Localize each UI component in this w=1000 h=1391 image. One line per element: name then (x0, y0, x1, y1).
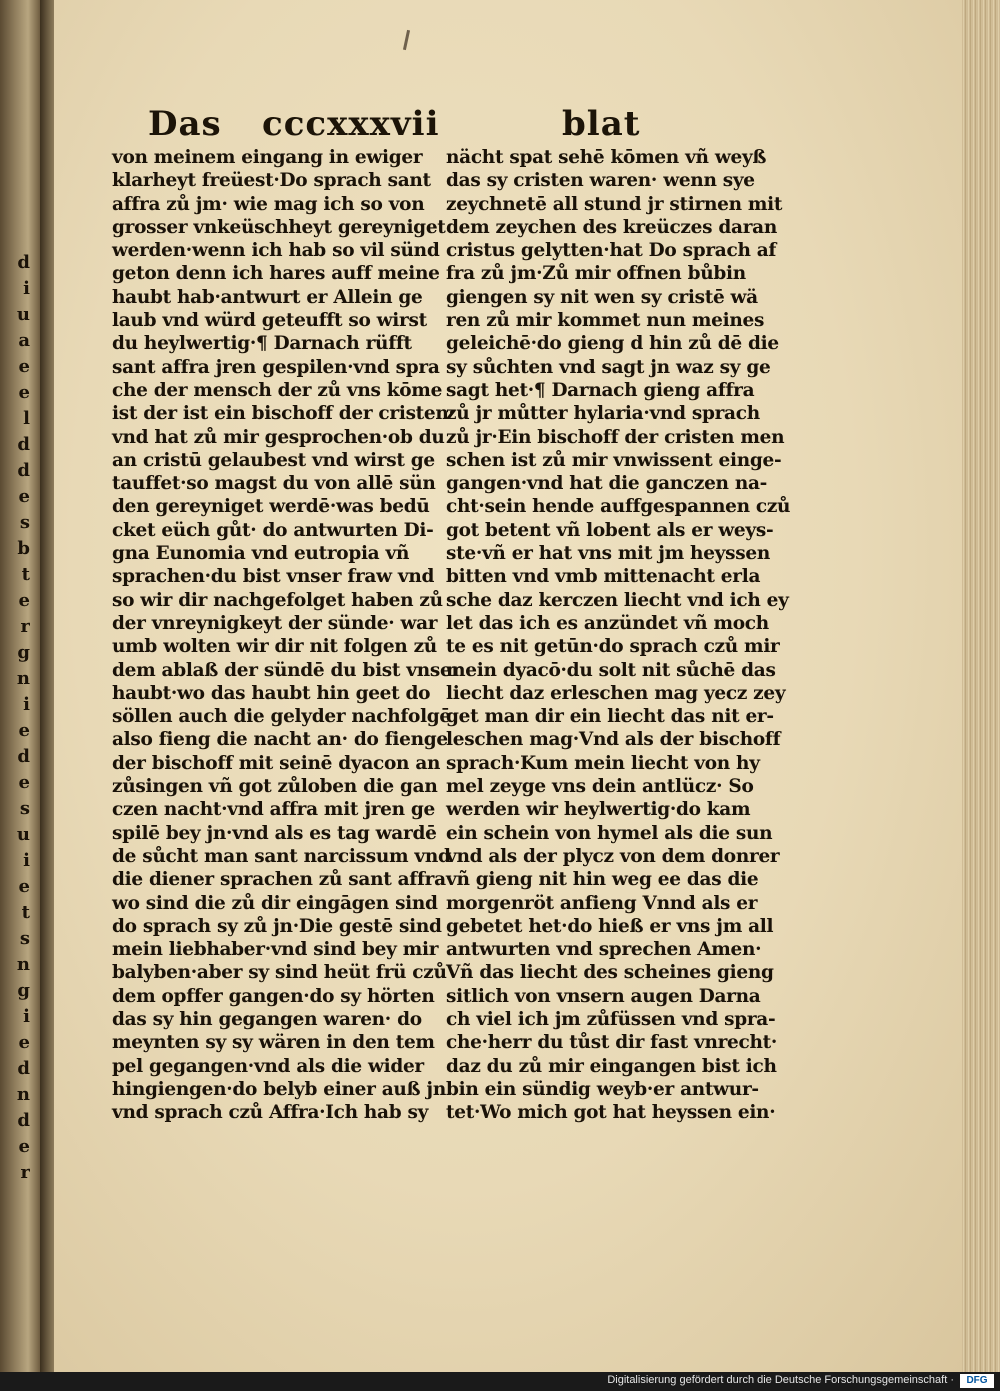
margin-fragment: l (23, 408, 30, 429)
margin-fragment: d (17, 746, 30, 767)
text-line: let das ich es anzündet vñ moch (446, 612, 769, 634)
text-line: das sy hin gegangen waren· do (112, 1008, 422, 1030)
margin-fragment: d (17, 460, 30, 481)
text-line: cristus gelytten·hat Do sprach af (446, 240, 777, 262)
margin-fragment: u (16, 824, 30, 845)
text-line: daz du zů mir eingangen bist ich (446, 1055, 777, 1077)
funding-credit: Digitalisierung gefördert durch die Deutsche Forschungsgemeinschaft · (607, 1374, 954, 1386)
text-line: antwurten vnd sprechen Amen· (446, 939, 762, 961)
text-line: ren zů mir kommet nun meines (446, 310, 765, 332)
text-line: der vnreynigkeyt der sünde· war (112, 612, 438, 634)
text-line: tauffet·so magst du von allē sün (112, 473, 436, 495)
text-line: zů jr·Ein bischoff der cristen men (446, 426, 785, 448)
page-stack-edge (962, 0, 1000, 1372)
left-text-column (112, 146, 461, 1124)
margin-fragment: i (23, 850, 30, 871)
text-line: mein liebhaber·vnd sind bey mir (112, 939, 439, 961)
text-line: mel zeyge vns dein antlücz· So (446, 776, 754, 798)
text-line: balyben·aber sy sind heüt frü czů (112, 962, 447, 984)
text-line: geleichē·do gieng d hin zů dē die (446, 333, 779, 355)
text-line: sprach·Kum mein liecht von hy (446, 752, 760, 774)
text-line: get man dir ein liecht das nit er- (446, 706, 774, 728)
text-line: zů jr můtter hylaria·vnd sprach (446, 403, 760, 425)
text-line: dem zeychen des kreüczes daran (446, 216, 777, 238)
text-line: pel gegangen·vnd als die wider (112, 1055, 424, 1077)
text-line: czen nacht·vnd affra mit jren ge (112, 799, 436, 821)
text-line: der bischoff mit seinē dyacon an (112, 752, 441, 774)
text-line: sche daz kerczen liecht vnd ich ey (446, 589, 789, 611)
footer-bar (0, 1372, 1000, 1391)
text-line: cht·sein hende auffgespannen czů (446, 496, 791, 518)
text-line: leschen mag·Vnd als der bischoff (446, 729, 781, 751)
text-line: ch viel ich jm zůfüssen vnd spra- (446, 1008, 776, 1030)
margin-fragment: g (17, 642, 30, 663)
text-line: ein schein von hymel als die sun (446, 822, 773, 844)
text-line: umb wolten wir dir nit folgen zů (112, 636, 437, 658)
text-line: an cristū gelaubest vnd wirst ge (112, 449, 435, 471)
margin-fragment: d (17, 252, 30, 273)
text-line: die diener sprachen zů sant affra· (112, 869, 452, 891)
text-line: zeychnetē all stund jr stirnen mit (446, 193, 783, 215)
text-line: mein dyacō·du solt nit sůchē das (446, 659, 776, 681)
text-line: so wir dir nachgefolget haben zů (112, 589, 443, 611)
header-left-word: Das (148, 104, 222, 144)
text-line: grosser vnkeüschheyt gereyniget (112, 216, 446, 238)
text-line: sitlich von vnsern augen Darna (446, 985, 761, 1007)
margin-fragment: d (17, 1058, 30, 1079)
text-line: vnd als der plycz von dem donrer (446, 845, 780, 867)
text-line: te es nit getūn·do sprach czů mir (446, 636, 780, 658)
text-line: bitten vnd vmb mittenacht erla (446, 566, 761, 588)
text-line: spilē bey jn·vnd als es tag wardē (112, 822, 437, 844)
margin-fragment: r (20, 616, 30, 637)
text-line: vnd sprach czů Affra·Ich hab sy (112, 1102, 429, 1124)
text-line: ist der ist ein bischoff der cristen· (112, 403, 455, 425)
margin-fragment: e (18, 356, 30, 377)
text-line: meynten sy sy wären in den tem (112, 1032, 435, 1054)
margin-fragment: n (16, 954, 30, 975)
margin-fragment: t (21, 564, 30, 585)
margin-fragment: s (19, 512, 30, 533)
margin-fragment: a (18, 330, 30, 351)
text-line: dem opffer gangen·do sy hörten (112, 985, 435, 1007)
text-line: hingiengen·do belyb einer auß jn (112, 1078, 446, 1100)
folio-number: cccxxxvii (262, 104, 440, 144)
text-line: gebetet het·do hieß er vns jm all (446, 915, 774, 937)
text-line: bin ein sündig weyb·er antwur- (446, 1078, 759, 1100)
text-line: liecht daz erleschen mag yecz zey (446, 682, 786, 704)
text-line: haubt hab·antwurt er Allein ge (112, 286, 423, 308)
text-line: sant affra jren gespilen·vnd spra (112, 356, 440, 378)
margin-fragment: r (20, 1162, 30, 1183)
text-line: che·herr du tůst dir fast vnrecht· (446, 1032, 778, 1054)
margin-fragment: e (18, 1032, 30, 1053)
text-line: Vñ das liecht des scheines gieng (446, 962, 774, 984)
text-line: morgenröt anfieng Vnnd als er (446, 892, 758, 914)
text-line: che der mensch der zů vns kōme (112, 379, 443, 401)
text-line: dem ablaß der sündē du bist vnser (112, 659, 461, 681)
text-line: söllen auch die gelyder nachfolgē (112, 706, 451, 728)
text-line: affra zů jm· wie mag ich so von (112, 193, 425, 215)
margin-fragment: e (18, 1136, 30, 1157)
text-line: du heylwertig·¶ Darnach rüfft (112, 333, 412, 355)
margin-fragment: e (18, 382, 30, 403)
text-line: schen ist zů mir vnwissent einge- (446, 449, 782, 471)
text-line: gna Eunomia vnd eutropia vñ (112, 543, 410, 565)
text-line: den gereyniget werdē·was bedū (112, 496, 430, 518)
margin-fragment: e (18, 486, 30, 507)
right-text-column (446, 146, 791, 1124)
text-line: geton denn ich hares auff meine (112, 263, 440, 285)
text-line: von meinem eingang in ewiger (112, 147, 423, 168)
text-line: das sy cristen waren· wenn sye (446, 170, 755, 192)
margin-fragment: s (19, 928, 30, 949)
margin-fragment: e (18, 720, 30, 741)
book-gutter (40, 0, 54, 1372)
text-line: zůsingen vñ got zůloben die gan (112, 776, 438, 798)
margin-fragment: d (17, 434, 30, 455)
margin-fragment: n (16, 1084, 30, 1105)
text-line: haubt·wo das haubt hin geet do (112, 682, 431, 704)
text-line: de sůcht man sant narcissum vnd (112, 845, 451, 867)
text-line: vnd hat zů mir gesprochen·ob du (112, 426, 445, 448)
margin-fragment: i (23, 1006, 30, 1027)
dfg-logo: DFG (960, 1374, 994, 1388)
text-line: do sprach sy zů jn·Die gestē sind (112, 915, 442, 937)
text-line: werden wir heylwertig·do kam (446, 799, 751, 821)
text-line: got betent vñ lobent als er weys- (446, 519, 774, 541)
text-line: also fieng die nacht an· do fienge (112, 729, 448, 751)
text-line: vñ gieng nit hin weg ee das die (446, 869, 759, 891)
text-line: tet·Wo mich got hat heyssen ein· (446, 1102, 776, 1124)
text-line: werden·wenn ich hab so vil sünd (112, 240, 440, 262)
text-line: ste·vñ er hat vns mit jm heyssen (446, 543, 770, 565)
text-line: klarheyt freüest·Do sprach sant (112, 170, 431, 192)
text-line: sprachen·du bist vnser fraw vnd (112, 566, 435, 588)
margin-fragment: t (21, 902, 30, 923)
text-line: nächt spat sehē kōmen vñ weyß (446, 147, 767, 168)
margin-fragment: b (17, 538, 30, 559)
left-margin-fragments (0, 250, 30, 1200)
text-line: wo sind die zů dir eingāgen sind (112, 892, 438, 914)
margin-fragment: e (18, 590, 30, 611)
header-right-word: blat (562, 104, 641, 144)
text-line: laub vnd würd geteufft so wirst (112, 310, 427, 332)
margin-fragment: g (17, 980, 30, 1001)
text-line: gangen·vnd hat die ganczen na- (446, 473, 768, 495)
margin-fragment: d (17, 1110, 30, 1131)
margin-fragment: u (16, 304, 30, 325)
text-line: sagt het·¶ Darnach gieng affra (446, 379, 755, 401)
margin-fragment: i (23, 694, 30, 715)
text-line: fra zů jm·Zů mir offnen bůbin (446, 263, 746, 285)
text-line: giengen sy nit wen sy cristē wä (446, 286, 758, 308)
margin-fragment: e (18, 876, 30, 897)
margin-fragment: e (18, 772, 30, 793)
text-line: sy sůchten vnd sagt jn waz sy ge (446, 356, 771, 378)
margin-fragment: i (23, 278, 30, 299)
margin-fragment: s (19, 798, 30, 819)
text-line: cket eüch gůt· do antwurten Di- (112, 519, 434, 541)
margin-fragment: n (16, 668, 30, 689)
